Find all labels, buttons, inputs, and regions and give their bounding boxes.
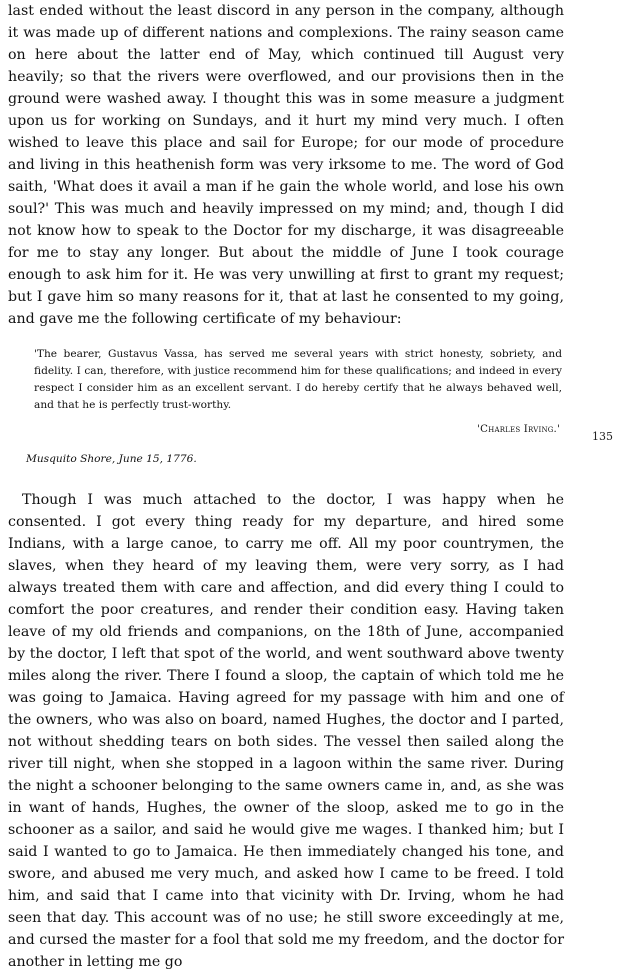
certificate-quote: 'The bearer, Gustavus Vassa, has served me several years with strict honesty, sobriety, and fidelity. I can, therefore, with justice recommend him for these qualifications; and indeed in every respect I consider him as an excellent servant. I do hereby certify that he always behaved well, and that he is perfectly trust-worthy. [34,348,562,411]
dateline: Musquito Shore, June 15, 1776. [26,453,197,465]
main-paragraph: Though I was much attached to the doctor, I was happy when he consented. I got every thing ready for my departure, and hired some Indians, with a large canoe, to carry me off. All my poor countrymen, the slaves, when they heard of my leaving them, were very sorry, as I had always treated them with care and affection, and did every thing I could to comfort the poor creatures, and render their condition easy. Having taken leave of my old friends and companions, on the 18th of June, accompanied by the doctor, I left that spot of the world, and went southward above twenty miles along the river. There I found a sloop, the captain of which told me he was going to Jamaica. Having agreed for my passage with him and one of the owners, who was also on board, named Hughes, the doctor and I parted, not without shedding tears on both sides. The vessel then sailed along the river till night, when she stopped in a lagoon within the same river. During the night a schooner belonging to the same owners came in, and, as she was in want of hands, Hughes, the owner of the sloop, asked me to go in the schooner as a sailor, and said he would give me wages. I thanked him; but I said I wanted to go to Jamaica. He then immediately changed his tone, and swore, and abused me very much, and asked how I came to be freed. I told him, and said that I came into that vicinity with Dr. Irving, whom he had seen that day. This account was of no use; he still swore exceedingly at me, and cursed the master for a fool that sold me my freedom, and the doctor for another in letting me go [8,492,564,970]
paragraph-gap [8,465,564,489]
signature: 'Charles Irving.' [477,424,560,435]
intro-paragraph: last ended without the least discord in any person in the company, although it was made up of different nations and complexions. The rainy season came on here about the latter end of May, which continued till August very heavily; so that the rivers were overflowed, and our provisions then in the ground were washed away. I thought this was in some measure a judgment upon us for working on Sundays, and it hurt my mind very much. I often wished to leave this place and sail for Europe; for our mode of procedure and living in this heathenish form was very irksome to me. The word of God saith, 'What does it avail a man if he gain the whole world, and lose his own soul?' This was much and heavily impressed on my mind; and, though I did not know how to speak to the Doctor for my discharge, it was disagreeable for me to stay any longer. But about the middle of June I took courage enough to ask him for it. He was very unwilling at first to grant my request; but I gave him so many reasons for it, that at last he consented to my going, and gave me the following certificate of my behaviour: [8,3,564,327]
page-number: 135 [592,430,613,443]
page-body [8,0,564,973]
